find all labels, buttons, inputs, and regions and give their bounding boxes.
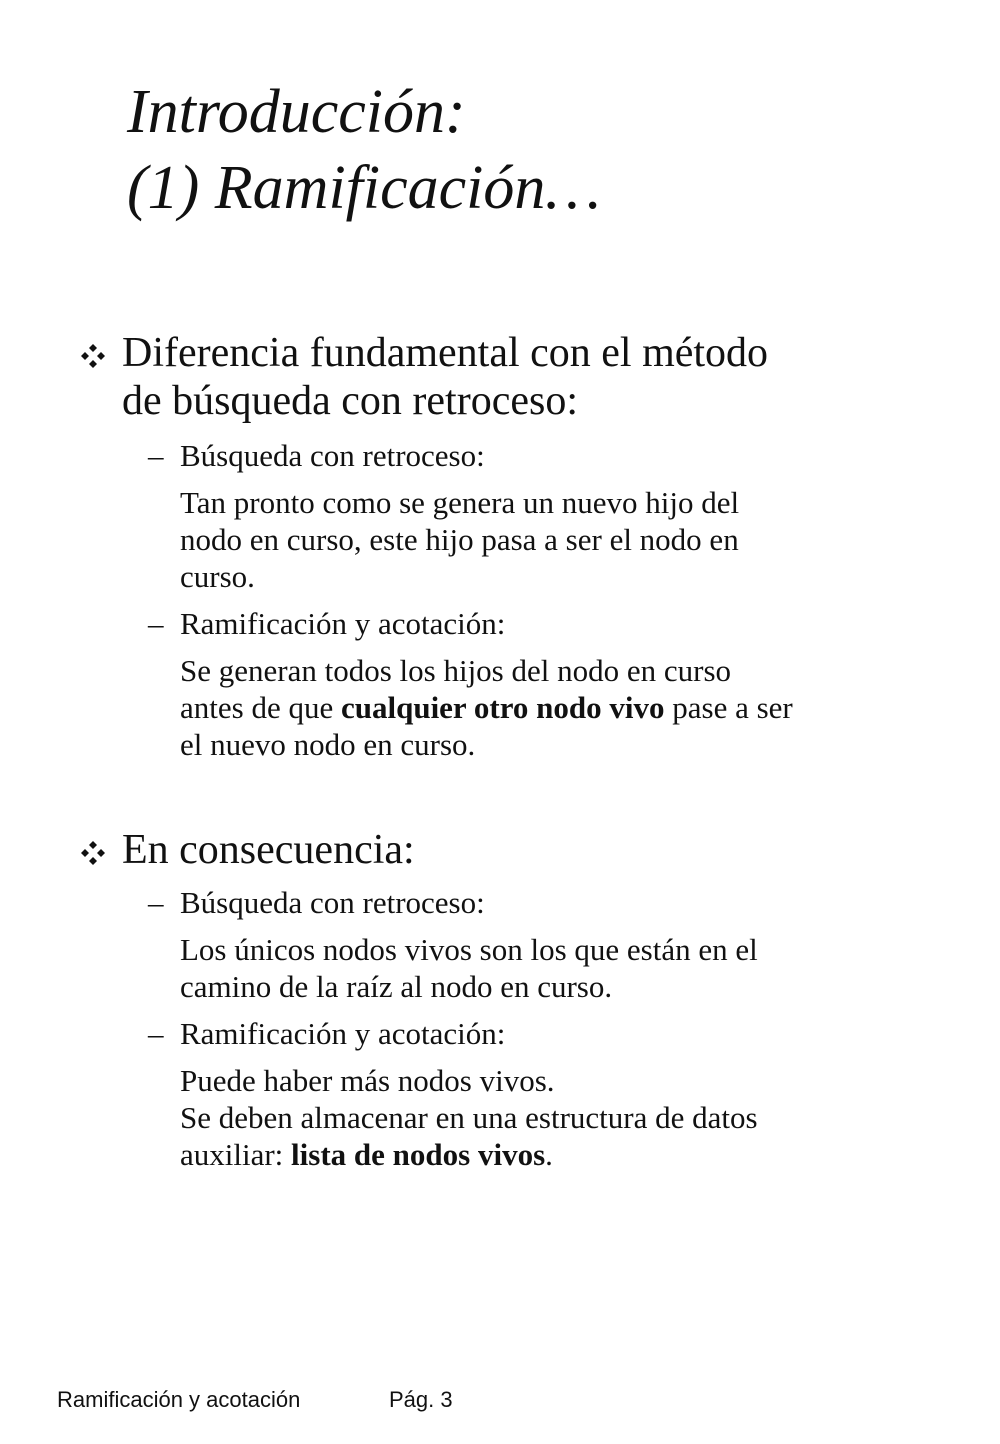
body-line: Puede haber más nodos vivos. bbox=[180, 1063, 555, 1098]
bullet-section-difference bbox=[80, 329, 920, 763]
title-line-2: (1) Ramificación… bbox=[127, 154, 601, 222]
heading-line-1: En consecuencia: bbox=[122, 827, 415, 873]
body-line: el nuevo nodo en curso. bbox=[180, 727, 476, 762]
bullet-heading bbox=[80, 826, 920, 874]
bullet-section-consequence bbox=[80, 826, 920, 1173]
sub-item-label: Ramificación y acotación: bbox=[180, 1016, 506, 1051]
sub-item-branch-and-bound bbox=[80, 1015, 920, 1052]
four-diamond-bullet-icon bbox=[80, 343, 106, 369]
bullet-heading bbox=[80, 329, 920, 425]
sub-item-backtracking bbox=[80, 437, 920, 474]
body-line: curso. bbox=[180, 559, 255, 594]
body-text: pase a ser bbox=[664, 690, 793, 725]
sub-item-backtracking bbox=[80, 884, 920, 921]
sub-item-body bbox=[80, 931, 920, 1005]
page-title bbox=[127, 74, 601, 226]
four-diamond-bullet-icon bbox=[80, 840, 106, 866]
body-line: Se generan todos los hijos del nodo en curso bbox=[180, 653, 732, 688]
en-dash-icon: – bbox=[148, 438, 164, 473]
body-line: Tan pronto como se genera un nuevo hijo del bbox=[180, 485, 740, 520]
bold-term: cualquier otro nodo vivo bbox=[340, 690, 665, 725]
en-dash-icon: – bbox=[148, 885, 164, 920]
heading-line-2: de búsqueda con retroceso: bbox=[122, 378, 578, 424]
sub-item-body bbox=[80, 652, 920, 763]
body-line: nodo en curso, este hijo pasa a ser el nodo en bbox=[180, 522, 739, 557]
body-text: antes de que bbox=[180, 690, 341, 725]
sub-item-label: Búsqueda con retroceso: bbox=[180, 438, 485, 473]
body-text: auxiliar: bbox=[180, 1137, 292, 1172]
en-dash-icon: – bbox=[148, 1016, 164, 1051]
body-line bbox=[180, 689, 920, 726]
footer-course-title: Ramificación y acotación bbox=[57, 1387, 301, 1412]
footer-page-number: Pág. 3 bbox=[389, 1387, 453, 1412]
body-line bbox=[180, 1136, 920, 1173]
body-text: . bbox=[545, 1137, 553, 1172]
sub-item-branch-and-bound bbox=[80, 605, 920, 642]
sub-item-body bbox=[80, 484, 920, 595]
body-line: camino de la raíz al nodo en curso. bbox=[180, 969, 613, 1004]
sub-item-label: Ramificación y acotación: bbox=[180, 606, 506, 641]
body-line: Los únicos nodos vivos son los que están en el bbox=[180, 932, 758, 967]
bold-term: lista de nodos vivos bbox=[291, 1137, 546, 1172]
sub-item-body bbox=[80, 1062, 920, 1173]
en-dash-icon: – bbox=[148, 606, 164, 641]
sub-item-label: Búsqueda con retroceso: bbox=[180, 885, 485, 920]
title-line-1: Introducción: bbox=[127, 78, 466, 146]
heading-line-1: Diferencia fundamental con el método bbox=[122, 330, 769, 376]
body-line: Se deben almacenar en una estructura de datos bbox=[180, 1100, 758, 1135]
